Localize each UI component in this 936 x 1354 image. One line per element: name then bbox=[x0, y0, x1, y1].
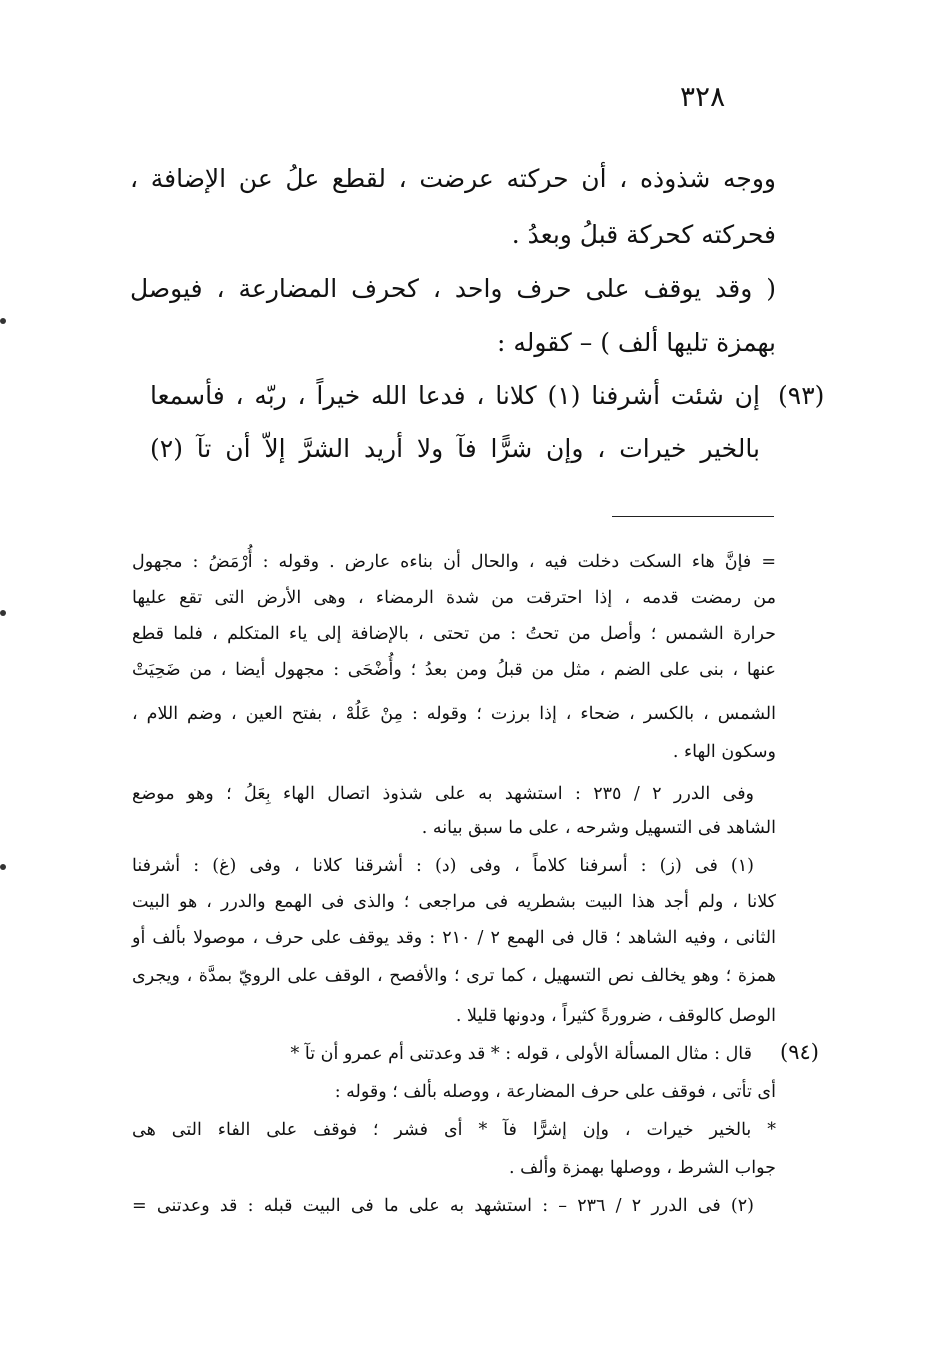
main-line-1: ووجه شذوذه ، أن حركته عرضت ، لقطع علُ عن الإضافة ، bbox=[130, 164, 776, 193]
footnote-line: وفى الدرر ٢ / ٢٣٥ : استشهد به على شذوذ اتصال الهاء بِعَلُ ؛ وهو موضع bbox=[132, 784, 755, 804]
footnote-line: عنها ، بنى على الضم ، مثل من قبلُ ومن بعدُ ؛ وأُضْحَى : مجهول أيضا ، من ضَحِيَتْ bbox=[132, 660, 776, 680]
main-line-3: ( وقد يوقف على حرف واحد ، كحرف المضارعة ، فيوصل bbox=[130, 274, 776, 303]
footnote-line: حرارة الشمس ؛ وأصل من تحتُ : من تحتى ، بالإضافة إلى ياء المتكلم ، فلما قطع bbox=[132, 624, 776, 644]
footnote-line: من رمضت قدمه ، إذا احترقت من شدة الرمضاء ، وهى الأرض التى تقع عليها bbox=[132, 588, 776, 608]
footnote-line: = فإنَّ هاء السكت دخلت فيه ، والحال أن بناءه عارض . وقوله : أُرْمَضُ : مجهول bbox=[132, 552, 776, 572]
footnote-line: الشاهد فى التسهيل وشرحه ، على ما سبق بيانه . bbox=[421, 818, 776, 838]
verse-line-1: إن شئت أشرفنا (١) كلانا ، فدعا الله خيراً ، ربّه ، فأسمعا bbox=[150, 381, 760, 410]
footnote-separator bbox=[612, 516, 774, 517]
footnote-1-line: الثانى ، وفيه الشاهد ؛ قال فى الهمع ٢ / ٢١٠ : وقد يوقف على حرف ، موصولا بألف أو bbox=[132, 928, 776, 948]
margin-speck bbox=[0, 610, 6, 616]
verse-number-93: (٩٣) bbox=[778, 381, 825, 410]
footnote-2-line: (٢) فى الدرر ٢ / ٢٣٦ – : استشهد به على ما فى البيت قبله : قد وعدتنى = bbox=[132, 1196, 754, 1216]
footnote-94-line: أى تأتى ، فوقف على حرف المضارعة ، ووصله بألف ؛ وقوله : bbox=[334, 1082, 776, 1102]
page-number: ٣٢٨ bbox=[680, 80, 726, 113]
margin-speck bbox=[0, 864, 6, 870]
footnote-94-line: جواب الشرط ، ووصلها بهمزة وألف . bbox=[508, 1158, 776, 1178]
footnote-1-line: كلانا ، ولم أجد هذا البيت بشطريه فى مراجعى ؛ والذى فى الهمع والدرر ، هو البيت bbox=[132, 892, 776, 912]
margin-speck bbox=[0, 318, 6, 324]
footnote-94-line: قال : مثال المسألة الأولى ، قوله : * قد وعدتنى أم عمرو أن تآ * bbox=[290, 1044, 752, 1064]
verse-number-94: (٩٤) bbox=[780, 1040, 819, 1064]
main-line-4: بهمزة تليها ألف ) – كقوله : bbox=[496, 328, 776, 357]
footnote-line: الشمس ، بالكسر ، ضحاء ، إذا برزت ؛ وقوله : مِنْ عَلُهْ ، بفتح العين ، وضم اللام ، bbox=[132, 704, 776, 724]
footnote-1-line: الوصل كالوقف ، ضرورةً كثيراً ، ودونها قليلا . bbox=[455, 1006, 776, 1026]
main-line-2: فحركته كحركة قبلُ وبعدُ . bbox=[511, 220, 776, 249]
footnote-1-line: همزة ؛ وهو يخالف نص التسهيل ، كما ترى ؛ والأفصح ، الوقف على الرويّ بمدَّة ، ويجرى bbox=[132, 966, 776, 986]
verse-line-2: بالخير خيرات ، وإن شرًّا فآ ولا أريد الشرَّ إلاّ أن تآ (٢) bbox=[150, 434, 760, 463]
footnote-line: وسكون الهاء . bbox=[672, 742, 776, 762]
footnote-1-line: (١) فى (ز) : أسرفنا كلاماً ، وفى (د) : أشرقنا كلانا ، وفى (غ) : أشرفنا bbox=[132, 856, 754, 876]
footnote-94-line: * بالخير خيرات ، وإن إشرًّا فآ * أى فشر ؛ فوقف على الفاء التى هى bbox=[132, 1120, 776, 1140]
